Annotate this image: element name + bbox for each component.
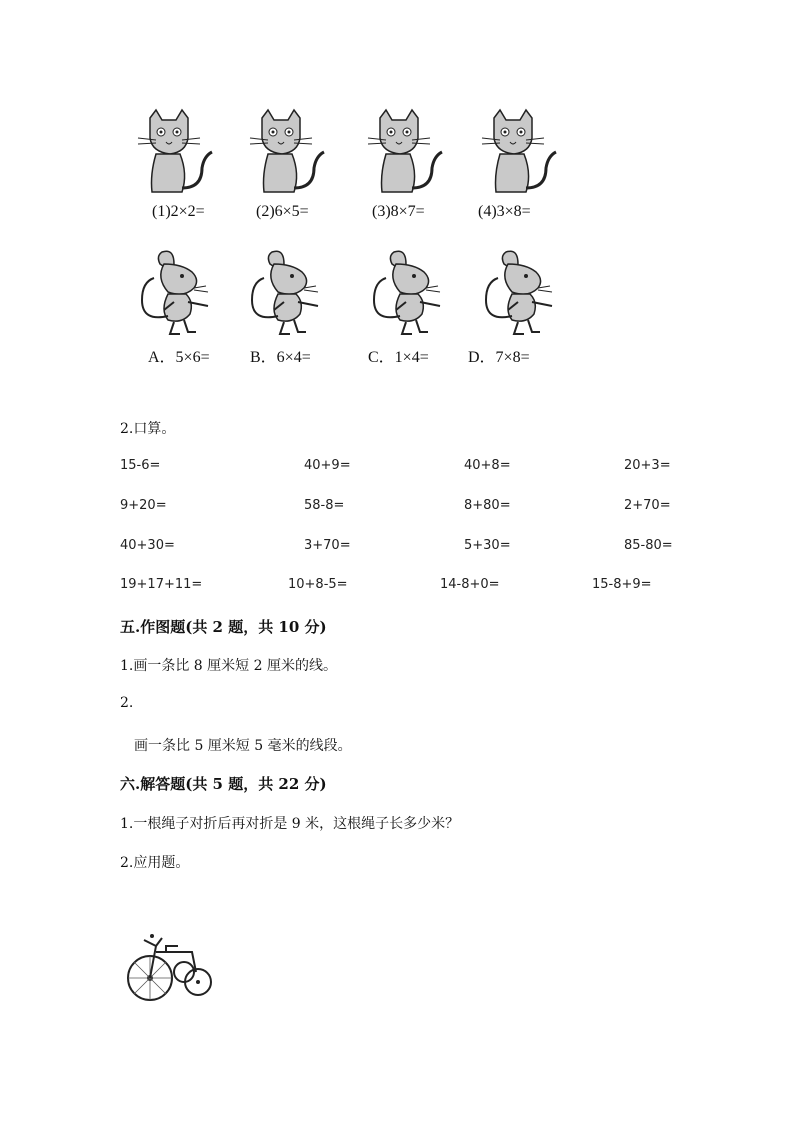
mouse-label-a: A．5×6= xyxy=(148,349,210,366)
section-6-question-1: 1.一根绳子对折后再对折是 9 米，这根绳子长多少米？ xyxy=(120,816,460,832)
section-5-question-1: 1.画一条比 8 厘米短 2 厘米的线。 xyxy=(120,658,337,674)
question-2-title: 2.口算。 xyxy=(120,421,176,437)
mouse-picture-3 xyxy=(366,248,450,338)
calc-r2-c2: 58-8= xyxy=(304,498,345,513)
calc-r1-c4: 20+3= xyxy=(624,458,671,473)
section-5-heading: 五.作图题(共 2 题，共 10 分) xyxy=(120,618,327,636)
calc-r3-c2: 3+70= xyxy=(304,538,351,553)
calc-r2-c3: 8+80= xyxy=(464,498,511,513)
mouse-label-c: C．1×4= xyxy=(368,349,429,366)
calc-r4-c2: 10+8-5= xyxy=(288,577,348,592)
section-5-question-2-text: 画一条比 5 厘米短 5 毫米的线段。 xyxy=(134,738,352,754)
calc-r4-c1: 19+17+11= xyxy=(120,577,203,592)
mouse-label-d: D．7×8= xyxy=(468,349,530,366)
calc-r1-c2: 40+9= xyxy=(304,458,351,473)
cat-picture-1 xyxy=(136,108,218,198)
tricycle-picture xyxy=(122,932,218,1004)
mouse-label-b: B．6×4= xyxy=(250,349,311,366)
calc-r2-c1: 9+20= xyxy=(120,498,167,513)
calc-r4-c4: 15-8+9= xyxy=(592,577,652,592)
calc-r2-c4: 2+70= xyxy=(624,498,671,513)
calc-r3-c1: 40+30= xyxy=(120,538,175,553)
cat-label-3: (3)8×7= xyxy=(372,203,425,220)
cat-picture-3 xyxy=(366,108,448,198)
cat-label-1: (1)2×2= xyxy=(152,203,205,220)
section-6-heading: 六.解答题(共 5 题，共 22 分) xyxy=(120,775,327,793)
section-6-question-2: 2.应用题。 xyxy=(120,855,190,871)
calc-r3-c3: 5+30= xyxy=(464,538,511,553)
mouse-picture-2 xyxy=(244,248,328,338)
mouse-picture-1 xyxy=(134,248,218,338)
cat-picture-2 xyxy=(248,108,330,198)
calc-r1-c3: 40+8= xyxy=(464,458,511,473)
section-5-question-2-number: 2. xyxy=(120,695,134,711)
calc-r3-c4: 85-80= xyxy=(624,538,673,553)
cat-label-4: (4)3×8= xyxy=(478,203,531,220)
cat-label-2: (2)6×5= xyxy=(256,203,309,220)
calc-r4-c3: 14-8+0= xyxy=(440,577,500,592)
calc-r1-c1: 15-6= xyxy=(120,458,161,473)
cat-picture-4 xyxy=(480,108,562,198)
mouse-picture-4 xyxy=(478,248,562,338)
